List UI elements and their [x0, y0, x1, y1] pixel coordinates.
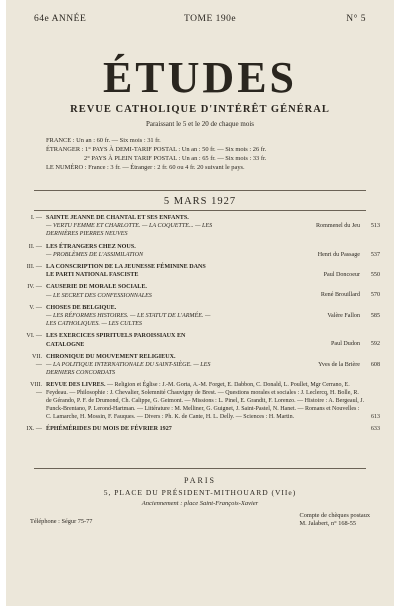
toc-author: Valère Fallon [327, 312, 360, 319]
toc-title: CHRONIQUE DU MOUVEMENT RELIGIEUX. [46, 353, 176, 360]
price-line: LE NUMÉRO : France : 3 fr. — Étranger : 2 fr. 60 ou 4 fr. 20 suivant le pays. [46, 164, 245, 171]
toc-number: III. — [26, 264, 42, 271]
toc-entry [26, 263, 380, 279]
toc-page: 513 [370, 223, 380, 229]
toc-title: CAUSERIE DE MORALE SOCIALE. [46, 284, 147, 291]
postal-account-number: M. Jalabert, n° 168-55 [299, 520, 357, 527]
toc-entry [26, 304, 380, 329]
issue-number: N° 5 [346, 14, 366, 24]
toc-subtitle: — VERTU FEMME ET CHARLOTTE. — LA COQUETTE... — LES DERNIÈRES PIERRES NEUVES [46, 223, 213, 238]
toc-page: 585 [370, 312, 380, 319]
toc-entry [26, 381, 380, 421]
toc-title: SAINTE JEANNE DE CHANTAL ET SES ENFANTS. [46, 215, 189, 221]
price-line: FRANCE : Un an : 60 fr. — Six mois : 31 fr. [46, 137, 161, 144]
toc-subtitle: — PROBLÈMES DE L'ASSIMILATION [46, 251, 144, 258]
issue-date: 5 MARS 1927 [163, 196, 237, 207]
publication-frequency: Paraissant le 5 et le 20 de chaque mois [145, 120, 255, 128]
table-of-contents [26, 214, 380, 438]
toc-title: LES ÉTRANGERS CHEZ NOUS. [46, 243, 136, 250]
former-address: Anciennement : place Saint-François-Xavier [141, 500, 259, 507]
toc-number: V. — [29, 304, 42, 311]
divider [34, 190, 366, 191]
toc-entry [26, 353, 380, 378]
toc-page: 633 [370, 426, 380, 433]
toc-title: LA CONSCRIPTION DE LA JEUNESSE FÉMININE DANS LE PARTI NATIONAL FASCISTE [46, 264, 206, 279]
volume-year: 64e ANNÉE [34, 14, 87, 24]
toc-page: 608 [370, 361, 380, 368]
toc-number: II. — [28, 243, 42, 250]
toc-subtitle: — LES RÉFORMES HISTOIRES. — LE STATUT DE L'ARMÉE. — LES CATHOLIQUES. — LES CULTES [46, 313, 211, 328]
toc-number: I. — [30, 215, 42, 221]
toc-page: 613 [371, 414, 380, 421]
price-line: 2° PAYS À PLEIN TARIF POSTAL : Un an : 65 fr. — Six mois : 33 fr. [84, 155, 267, 162]
tome-number: TOME 190e [184, 14, 237, 24]
toc-subtitle: — LA POLITIQUE INTERNATIONALE DU SAINT-SIÈGE. — LES DERNIERS CONCORDATS [46, 362, 211, 377]
toc-number: VII. — [32, 353, 42, 369]
toc-title: ÉPHÉMÉRIDES DU MOIS DE FÉVRIER 1927 [46, 426, 172, 433]
journal-title: ÉTUDES [102, 53, 298, 102]
toc-author: Henri du Passage [317, 251, 360, 258]
toc-author: Paul Dudon [331, 341, 360, 348]
postal-account [300, 512, 370, 528]
toc-title: CHOSES DE BELGIQUE. [46, 304, 117, 311]
telephone-number: Téléphone : Ségur 75-77 [30, 518, 93, 525]
postal-account-label: Compte de chèques postaux [299, 512, 370, 519]
toc-entry [26, 332, 380, 348]
toc-number: IX. — [26, 426, 42, 433]
toc-author: Yves de la Brière [318, 361, 360, 368]
toc-subtitle: — LE SECRET DES CONFESSIONNALES [46, 292, 152, 299]
toc-number: VIII. — [30, 382, 42, 397]
toc-title: REVUE DES LIVRES. [46, 382, 106, 389]
toc-subtitle: — Religion et Église : J.-M. Gorta, A.-M. Forget, E. Dabbon, C. Donald, L. Poullet, Mgr Cerrano, E. Feydeau. — Philosophie : J. Chevalier, Solemnité Chauvigny de Brest. — Questions morales et sociales : J. Leclercq, H. Bolle, R. de Gérando, P. F. de Drumond, Ch. Calippe, G. Geimont. — Missions : L. Pinel, E. Grandit, F. Lorenzo. — Histoire : A. Bergeaul, J. Funck-Brentano, P. Lerond-Hartman. — Littérature : M. Melliner, G. Guignet, J. Saint-Pastel, N. Hanet. — Romans et Nouvelles : C. Lamarche, H. Mossin, F. Fauques. — Divers : Ph. K. de Cante, H. L. Delly. — Sciences : H. Martin. [46, 382, 365, 421]
toc-page: 570 [370, 292, 380, 299]
journal-cover [6, 0, 394, 606]
toc-number: IV. — [27, 284, 42, 291]
toc-page: 537 [370, 251, 380, 258]
toc-author: Paul Doncoeur [323, 272, 360, 279]
journal-subtitle: REVUE CATHOLIQUE D'INTÉRÊT GÉNÉRAL [70, 104, 330, 115]
toc-author: Rommenel du Jeu [315, 223, 360, 229]
toc-page: 592 [370, 341, 380, 348]
publisher-city: PARIS [184, 476, 216, 485]
subscription-prices [46, 136, 374, 172]
toc-author: René Brouillard [320, 292, 360, 299]
divider [34, 468, 366, 469]
toc-title: LES EXERCICES SPIRITUELS PAROISSIAUX EN CATALOGNE [46, 333, 186, 348]
toc-entry [26, 425, 380, 433]
toc-entry [26, 283, 380, 299]
publisher-address: 5, PLACE DU PRÉSIDENT-MITHOUARD (VIIe) [103, 488, 297, 497]
toc-page: 550 [370, 272, 380, 279]
divider [34, 210, 366, 211]
toc-entry [26, 214, 380, 239]
price-line: ÉTRANGER : 1° PAYS À DEMI-TARIF POSTAL : Un an : 50 fr. — Six mois : 26 fr. [46, 146, 267, 153]
toc-entry [26, 243, 380, 259]
toc-number: VI. — [26, 333, 42, 340]
